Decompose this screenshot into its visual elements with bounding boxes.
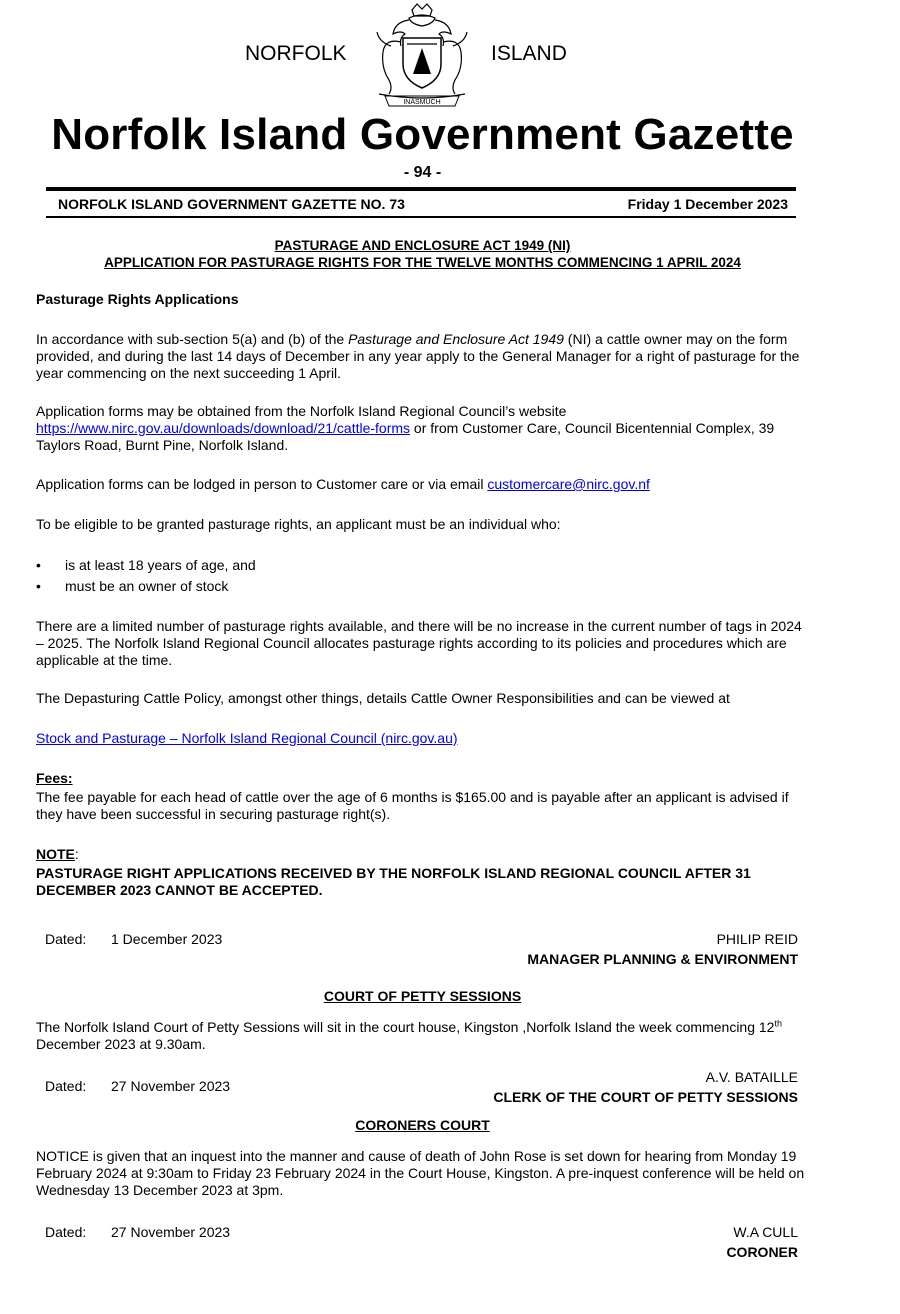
pasturage-paragraph-5: There are a limited number of pasturage rights available, and there will be no increase in the current number of tags in 2024 – 2025. The Norfolk Island Regional Council allocates pasturage rights according to its policies and procedures which are applicable at the time.: [36, 618, 802, 668]
page-number: - 94 -: [403, 164, 442, 181]
dated-value: 27 November 2023: [111, 1078, 231, 1094]
header-rule-bottom: [46, 216, 796, 218]
signatory-title: MANAGER PLANNING & ENVIRONMENT: [527, 951, 798, 967]
signatory-title: CLERK OF THE COURT OF PETTY SESSIONS: [493, 1089, 798, 1105]
pasturage-paragraph-7: [36, 730, 811, 747]
fees-heading: Fees:: [36, 770, 73, 786]
note-text: PASTURAGE RIGHT APPLICATIONS RECEIVED BY THE NORFOLK ISLAND REGIONAL COUNCIL AFTER 31 DECEMBER 2023 CANNOT BE ACCEPTED.: [36, 865, 751, 898]
pasturage-paragraph-6: The Depasturing Cattle Policy, amongst other things, details Cattle Owner Responsibilities and can be viewed at: [36, 690, 730, 706]
dated-label: Dated:: [45, 931, 87, 947]
crest-motto: INASMUCH: [403, 99, 441, 106]
petty-sessions-text: The Norfolk Island Court of Petty Sessions will sit in the court house, Kingston ,Norfolk Island the week commencing 12th December 2023 at 9.30am.: [36, 1018, 782, 1052]
pasturage-paragraph-3: Application forms can be lodged in person to Customer care or via email customercare@nirc.gov.nf: [36, 476, 650, 492]
dated-label: Dated:: [45, 1224, 87, 1240]
dated-value: 27 November 2023: [111, 1224, 231, 1240]
coroners-text: NOTICE is given that an inquest into the manner and cause of death of John Rose is set down for hearing from Monday 19 February 2024 at 9:30am to Friday 23 February 2024 in the Court House, Kingston. A pre-inquest conference will be held on Wednesday 13 December 2023 at 3pm.: [36, 1148, 805, 1198]
pasturage-heading-1: PASTURAGE AND ENCLOSURE ACT 1949 (NI): [274, 238, 571, 253]
fees-text: The fee payable for each head of cattle over the age of 6 months is $165.00 and is payable after an applicant is advised if they have been successful in securing pasturage right(s).: [36, 789, 789, 822]
customer-care-email-link[interactable]: customercare@nirc.gov.nf: [487, 476, 650, 492]
bullet-icon: •: [36, 578, 41, 594]
signatory-name: A.V. BATAILLE: [705, 1069, 798, 1085]
signatory-title: CORONER: [726, 1244, 798, 1260]
gazette-title: Norfolk Island Government Gazette: [51, 110, 794, 159]
coat-of-arms-icon: [365, 2, 479, 108]
pasturage-heading-2: APPLICATION FOR PASTURAGE RIGHTS FOR THE TWELVE MONTHS COMMENCING 1 APRIL 2024: [104, 255, 741, 270]
pasturage-subheading: Pasturage Rights Applications: [36, 291, 239, 307]
dated-label: Dated:: [45, 1078, 87, 1094]
eligibility-item: is at least 18 years of age, and: [65, 557, 256, 573]
gazette-number: NORFOLK ISLAND GOVERNMENT GAZETTE NO. 73: [58, 196, 405, 212]
petty-sessions-heading: COURT OF PETTY SESSIONS: [323, 988, 522, 1004]
masthead-norfolk: NORFOLK: [245, 42, 347, 65]
eligibility-item: must be an owner of stock: [65, 578, 229, 594]
gazette-date: Friday 1 December 2023: [627, 196, 788, 212]
signatory-name: PHILIP REID: [716, 931, 798, 947]
dated-value: 1 December 2023: [111, 931, 223, 947]
cattle-forms-link[interactable]: https://www.nirc.gov.au/downloads/download/21/cattle-forms: [36, 420, 411, 436]
masthead-island: ISLAND: [491, 42, 567, 65]
pasturage-paragraph-4: To be eligible to be granted pasturage rights, an applicant must be an individual who:: [36, 516, 561, 532]
pasturage-paragraph-1: In accordance with sub-section 5(a) and (b) of the Pasturage and Enclosure Act 1949 (NI) a cattle owner may on the form provided, and during the last 14 days of December in any year apply to the General Manager for a right of pasturage for the year commencing on the next succeeding 1 April.: [36, 331, 800, 381]
bullet-icon: •: [36, 557, 41, 573]
pasturage-paragraph-2: Application forms may be obtained from the Norfolk Island Regional Council’s website https://www.nirc.gov.au/downloads/download/21/cattle-forms or from Customer Care, Council Bicentennial Complex, 39 Taylors Road, Burnt Pine, Norfolk Island.: [36, 403, 775, 453]
signatory-name: W.A CULL: [733, 1224, 798, 1240]
stock-pasturage-link[interactable]: Stock and Pasturage – Norfolk Island Regional Council (nirc.gov.au): [36, 730, 458, 746]
coroners-heading: CORONERS COURT: [355, 1117, 490, 1133]
note-heading: NOTE:: [36, 846, 79, 862]
header-rule-top: [46, 187, 796, 191]
